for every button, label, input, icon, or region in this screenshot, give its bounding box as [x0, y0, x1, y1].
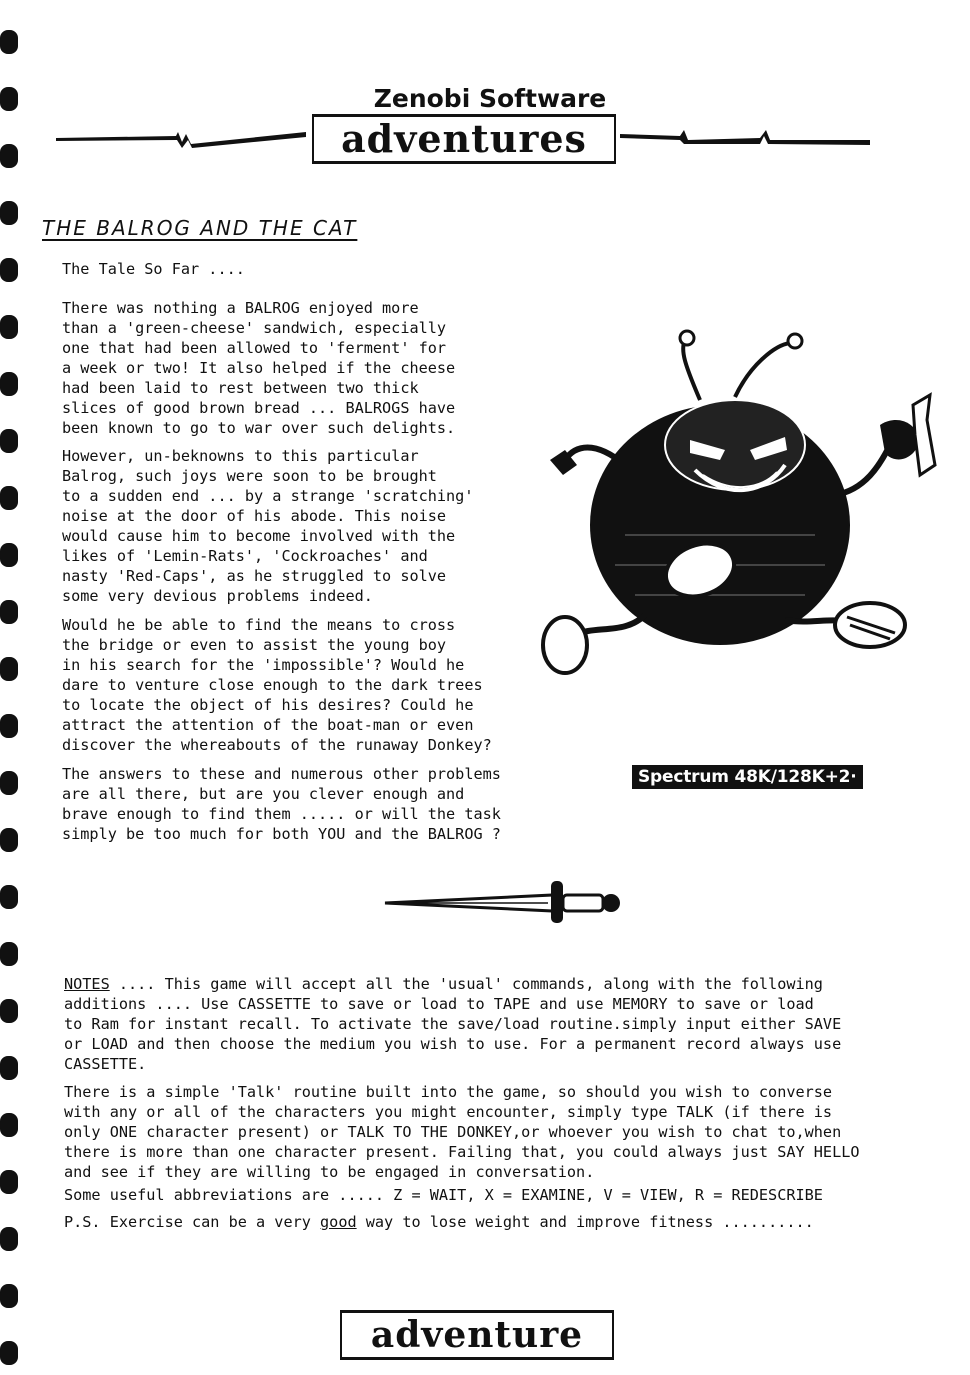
- binding-hole: [0, 1341, 18, 1365]
- binding-hole: [0, 1284, 18, 1308]
- binding-hole: [0, 30, 18, 54]
- ps-text-start: P.S. Exercise can be a very: [64, 1213, 321, 1231]
- notes-talk-text: There is a simple 'Talk' routine built into the game, so should you wish to converse with any or all of the characters you might encounter, simply type TALK (if there is only ONE character present) or TALK TO THE DONKEY,or whoever you wish to chat to,when there is more than one character present. Failing that, you could always just SAY HELLO and see if they are willing to be engaged in conversation.: [64, 1083, 860, 1181]
- story-paragraph-1: There was nothing a BALROG enjoyed more than a 'green-cheese' sandwich, especially one that had been allowed to 'ferment' for a week or two! It also helped if the cheese had been laid to rest between two thick slices of good brown bread ... BALROGS have been known to go to war over such delights.: [62, 299, 456, 437]
- spiral-binding: [0, 0, 30, 1375]
- binding-hole: [0, 999, 18, 1023]
- binding-hole: [0, 771, 18, 795]
- notes-section: [64, 974, 944, 1074]
- binding-hole: [0, 258, 18, 282]
- binding-hole: [0, 1113, 18, 1137]
- notes-commands-text: .... This game will accept all the 'usual' commands, along with the following additions .... Use CASSETTE to save or load to TAPE and use MEMORY to save or load to Ram for instant recall. To activate the save/load routine.simply input either SAVE or LOAD and then choose the medium you wish to use. For a permanent record always use CASSETTE.: [64, 975, 842, 1073]
- company-name: Zenobi Software: [373, 84, 607, 113]
- platform-badge: Spectrum 48K/128K+2·: [632, 765, 863, 789]
- dagger-icon: [383, 875, 623, 927]
- notes-ps: [64, 1212, 944, 1232]
- notes-label: NOTES: [64, 975, 110, 993]
- binding-hole: [0, 486, 18, 510]
- game-title: THE BALROG AND THE CAT: [42, 216, 358, 240]
- binding-hole: [0, 828, 18, 852]
- story-paragraph-4: The answers to these and numerous other problems are all there, but are you clever enough and brave enough to find them ..... or will the task simply be too much for both YOU and the BALROG ?: [62, 765, 501, 843]
- binding-hole: [0, 1170, 18, 1194]
- notes-abbreviations: Some useful abbreviations are ..... Z = WAIT, X = EXAMINE, V = VIEW, R = REDESCRIBE: [64, 1186, 823, 1204]
- binding-hole: [0, 714, 18, 738]
- tale-heading: The Tale So Far ....: [62, 260, 245, 278]
- binding-hole: [0, 600, 18, 624]
- left-swoosh-decoration: [56, 124, 306, 150]
- adventures-logo: adventures: [312, 114, 616, 164]
- story-paragraph-2: However, un-beknowns to this particular Balrog, such joys were soon to be brought to a sudden end ... by a strange 'scratching' noise at the door of his abode. This noise would cause him to become involved with the likes of 'Lemin-Rats', 'Cockroaches' and nasty 'Red-Caps', as he struggled to solve some very devious problems indeed.: [62, 447, 474, 605]
- ps-text-end: way to lose weight and improve fitness ..........: [356, 1213, 814, 1231]
- binding-hole: [0, 1056, 18, 1080]
- binding-hole: [0, 315, 18, 339]
- binding-hole: [0, 429, 18, 453]
- story-paragraph-3: Would he be able to find the means to cross the bridge or even to assist the young boy in his search for the 'impossible'? Would he dare to venture close enough to the dark trees to locate the object of his desires? Could he attract the attention of the boat-man or even discover the whereabouts of the runaway Donkey?: [62, 616, 492, 754]
- binding-hole: [0, 543, 18, 567]
- binding-hole: [0, 885, 18, 909]
- binding-hole: [0, 657, 18, 681]
- binding-hole: [0, 372, 18, 396]
- header: [50, 84, 930, 164]
- right-swoosh-decoration: [620, 124, 870, 150]
- ps-emphasis: good: [320, 1213, 357, 1231]
- binding-hole: [0, 1227, 18, 1251]
- footer-adventure-logo: adventure: [340, 1310, 614, 1360]
- binding-hole: [0, 87, 18, 111]
- binding-hole: [0, 201, 18, 225]
- binding-hole: [0, 942, 18, 966]
- binding-hole: [0, 144, 18, 168]
- balrog-illustration: [535, 325, 955, 715]
